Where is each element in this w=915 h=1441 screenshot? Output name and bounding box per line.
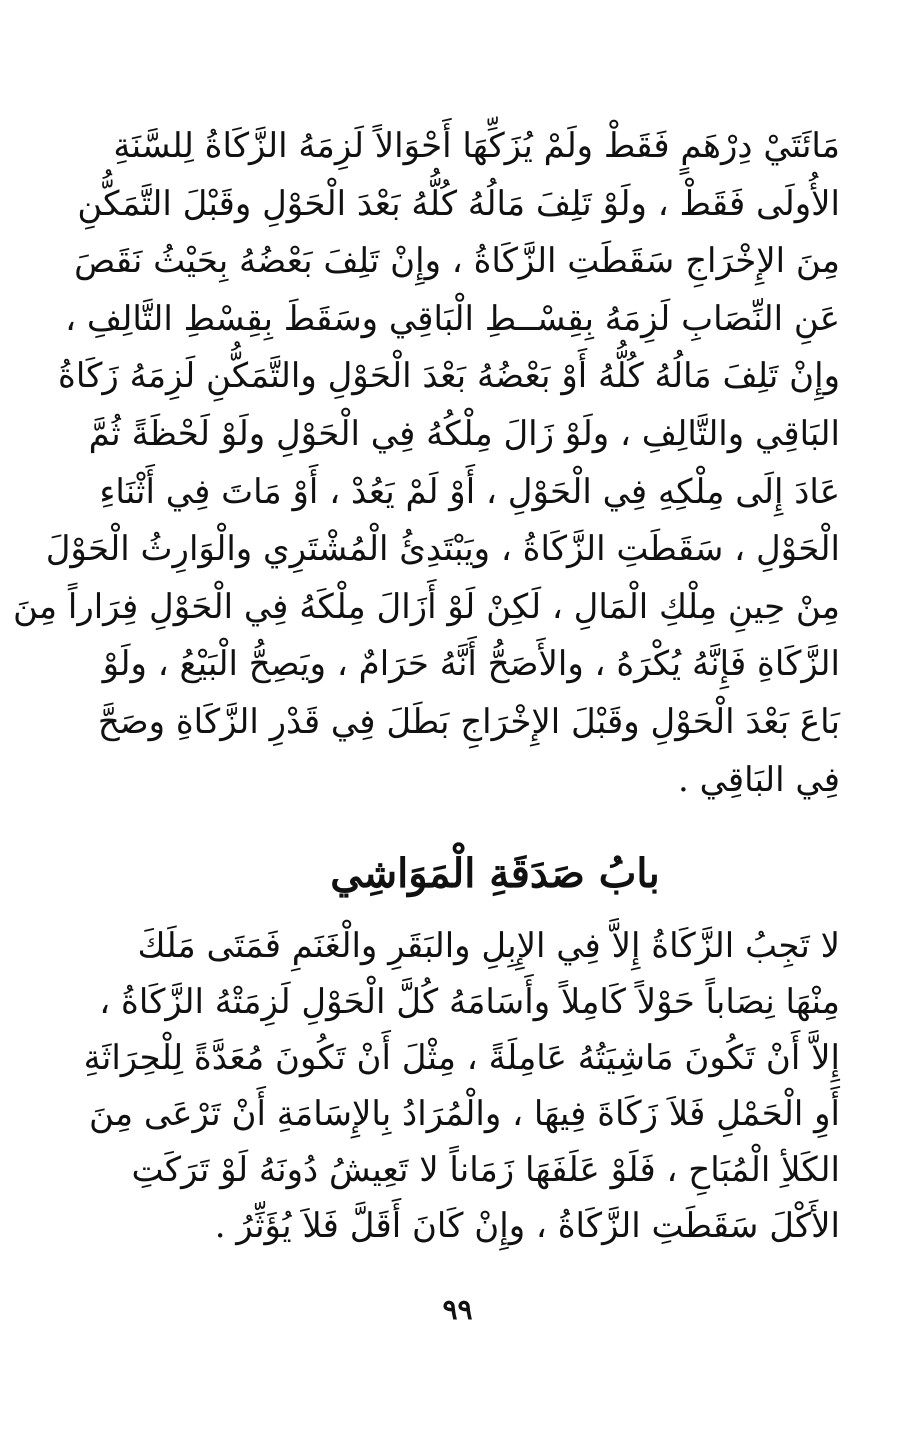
text-line: الْحَوْلِ ، سَقَطَتِ الزَّكَاةُ ، ويَبْتَدِئُ الْمُشْتَرِي والْوَارِثُ الْحَوْلَ bbox=[45, 529, 840, 570]
text-line: فِي البَاقِي . bbox=[677, 759, 840, 800]
text-line: مِنْ حِينِ مِلْكِ الْمَالِ ، لَكِنْ لَوْ أَزَالَ مِلْكَهُ فِي الْحَوْلِ فِرَاراً مِنَ bbox=[12, 586, 840, 627]
text-line: بَاعَ بَعْدَ الْحَوْلِ وقَبْلَ الإِخْرَاجِ بَطَلَ فِي قَدْرِ الزَّكَاةِ وصَحَّ bbox=[97, 701, 840, 742]
text-line: الأُولَى فَقَطْ ، ولَوْ تَلِفَ مَالُهُ كُلُّهُ بَعْدَ الْحَوْلِ وقَبْلَ التَّمَكُّنِ bbox=[77, 183, 840, 224]
chapter-heading: بابُ صَدَقَةِ الْمَوَاشِي bbox=[330, 850, 660, 897]
text-line: مَائَتَيْ دِرْهَمٍ فَقَطْ ولَمْ يُزَكِّهَا أَحْوَالاً لَزِمَهُ الزَّكَاةُ لِلسَّنَةِ bbox=[113, 126, 840, 166]
page-number: ٩٩ bbox=[442, 1293, 473, 1326]
text-line: الكَلأِ الْمُبَاحِ ، فَلَوْ عَلَفَهَا زَمَاناً لا تَعِيشُ دُونَهُ لَوْ تَرَكَتِ bbox=[131, 1150, 840, 1190]
text-line: مِنْهَا نِصَاباً حَوْلاً كَامِلاً وأَسَامَهُ كُلَّ الْحَوْلِ لَزِمَتْهُ الزَّكَاةُ ، bbox=[99, 982, 840, 1022]
text-line: الأَكْلَ سَقَطَتِ الزَّكَاةُ ، وإِنْ كَانَ أَقَلَّ فَلاَ يُؤَثِّرُ . bbox=[214, 1206, 840, 1246]
text-line: أَوِ الْحَمْلِ فَلاَ زَكَاةَ فِيهَا ، والْمُرَادُ بِالإِسَامَةِ أَنْ تَرْعَى مِنَ bbox=[88, 1094, 840, 1134]
text-line: لا تَجِبُ الزَّكَاةُ إِلاَّ فِي الإِبِلِ والبَقَرِ والْغَنَمِ فَمَتَى مَلَكَ bbox=[137, 926, 840, 966]
paragraph-livestock-zakat bbox=[83, 918, 840, 1254]
paragraph-zakat-conditions bbox=[12, 118, 840, 809]
text-line: البَاقِي والتَّالِفِ ، ولَوْ زَالَ مِلْكُهُ فِي الْحَوْلِ ولَوْ لَحْظَةً ثُمَّ bbox=[88, 413, 840, 454]
text-line: عَادَ إِلَى مِلْكِهِ فِي الْحَوْلِ ، أَوْ لَمْ يَعُدْ ، أَوْ مَاتَ فِي أَثْنَاءِ bbox=[99, 471, 840, 512]
text-line: عَنِ النِّصَابِ لَزِمَهُ بِقِسْــطِ الْبَاقِي وسَقَطَ بِقِسْطِ التَّالِفِ ، bbox=[65, 298, 840, 339]
text-line: مِنَ الإِخْرَاجِ سَقَطَتِ الزَّكَاةُ ، وإِنْ تَلِفَ بَعْضُهُ بِحَيْثُ نَقَصَ bbox=[74, 241, 840, 282]
text-line: وإِنْ تَلِفَ مَالُهُ كُلُّهُ أَوْ بَعْضُهُ بَعْدَ الْحَوْلِ والتَّمَكُّنِ لَزِمَهُ زَكَاةُ bbox=[58, 356, 840, 397]
text-line: إِلاَّ أَنْ تَكُونَ مَاشِيَتُهُ عَامِلَةً ، مِثْلَ أَنْ تَكُونَ مُعَدَّةً لِلْحِرَاثَةِ bbox=[83, 1038, 840, 1078]
text-line: الزَّكَاةِ فَإِنَّهُ يُكْرَهُ ، والأَصَحُّ أَنَّهُ حَرَامٌ ، ويَصِحُّ الْبَيْعُ ، ولَوْ bbox=[102, 644, 840, 685]
